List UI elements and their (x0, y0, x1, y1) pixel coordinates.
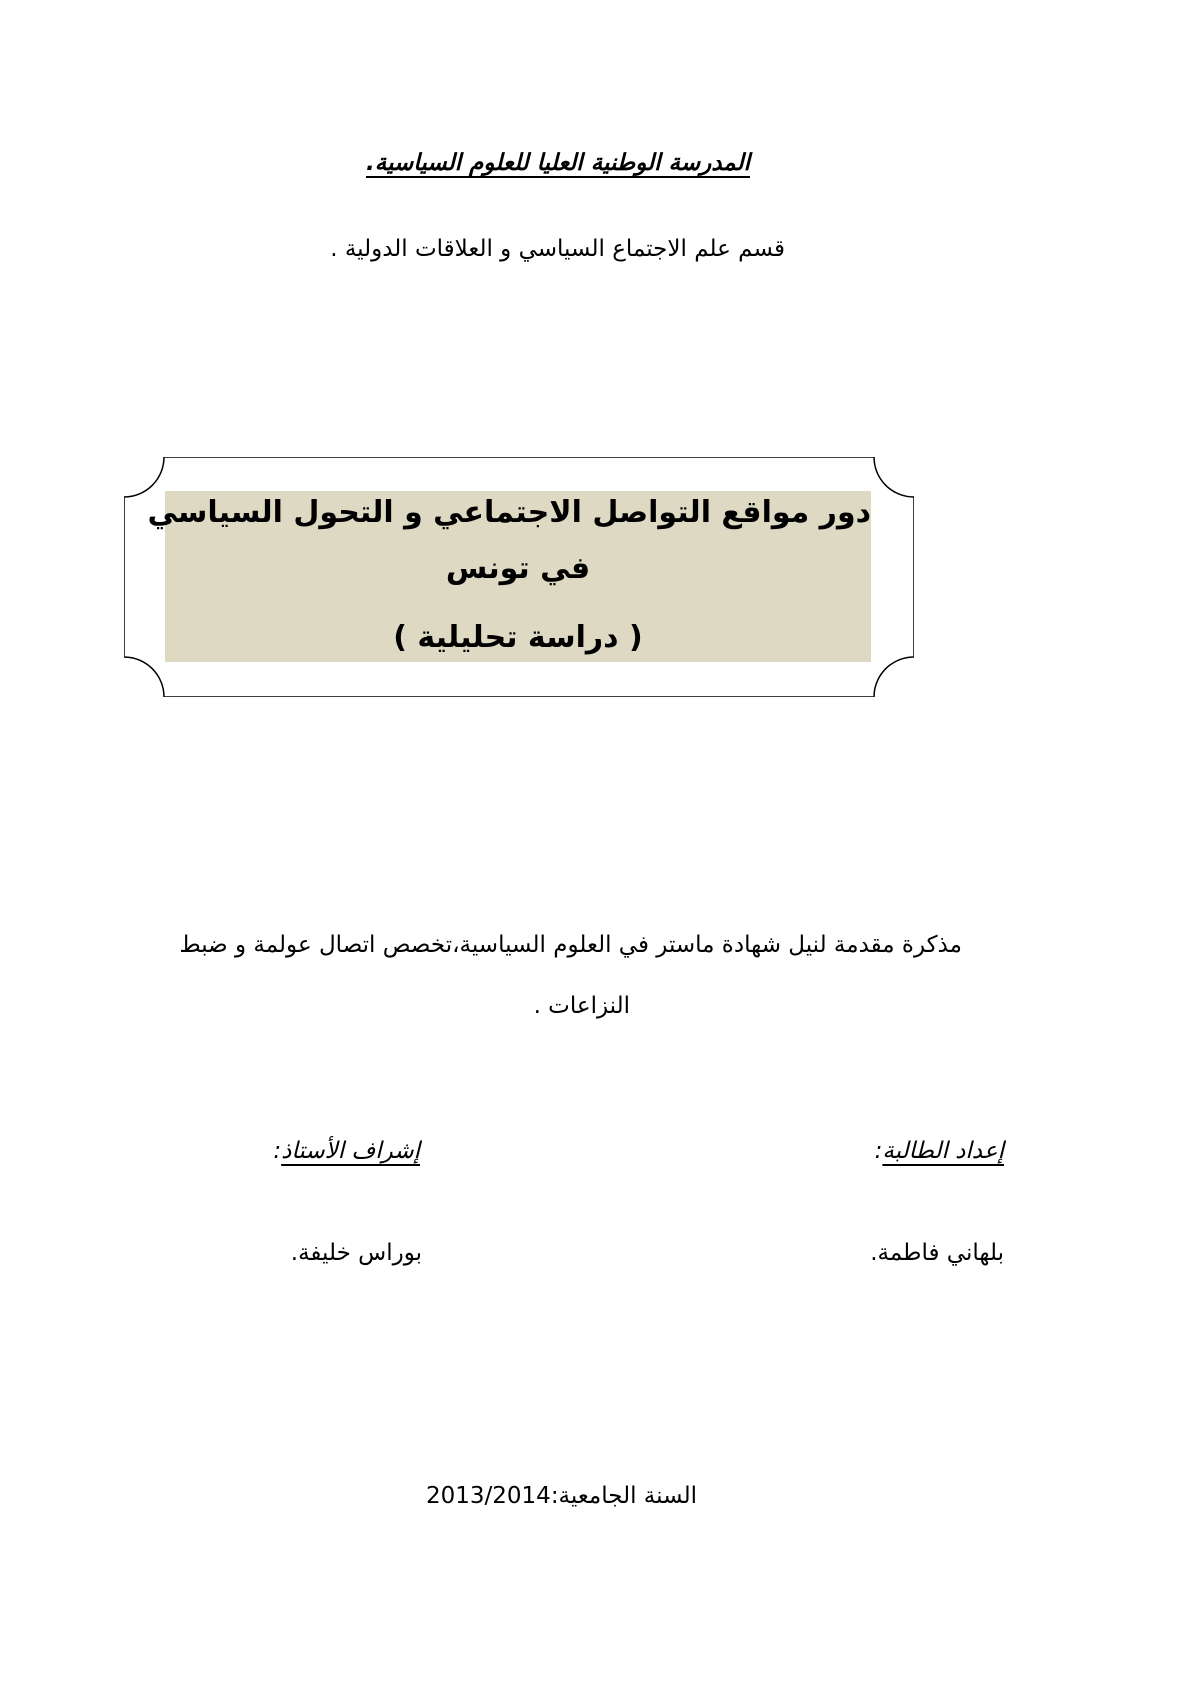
student-name: بلهاني فاطمة. (870, 1240, 1004, 1266)
academic-year: السنة الجامعية:2013/2014 (425, 1483, 697, 1509)
thesis-title-line-1: دور مواقع التواصل الاجتماعي و التحول السياسي (147, 495, 871, 530)
thesis-description-line-2: النزاعات . (533, 993, 630, 1019)
supervised-by-label-text: إشراف الأستاذ (281, 1138, 420, 1164)
prepared-by-label-text: إعداد الطالبة (882, 1138, 1004, 1164)
supervised-by-colon: : (273, 1138, 282, 1164)
institution-name: المدرسة الوطنية العليا للعلوم السياسية. (366, 150, 750, 176)
thesis-subtitle: ( دراسة تحليلية ) (393, 620, 643, 655)
thesis-title-line-2: في تونس (445, 551, 591, 586)
prepared-by-label (875, 1138, 1004, 1164)
department-name: قسم علم الاجتماع السياسي و العلاقات الدولية . (330, 236, 785, 262)
thesis-description-line-1: مذكرة مقدمة لنيل شهادة ماستر في العلوم السياسية،تخصص اتصال عولمة و ضبط (179, 932, 962, 958)
supervised-by-label (273, 1138, 420, 1164)
supervisor-name: بوراس خليفة. (290, 1240, 422, 1266)
prepared-by-colon: : (874, 1138, 883, 1164)
